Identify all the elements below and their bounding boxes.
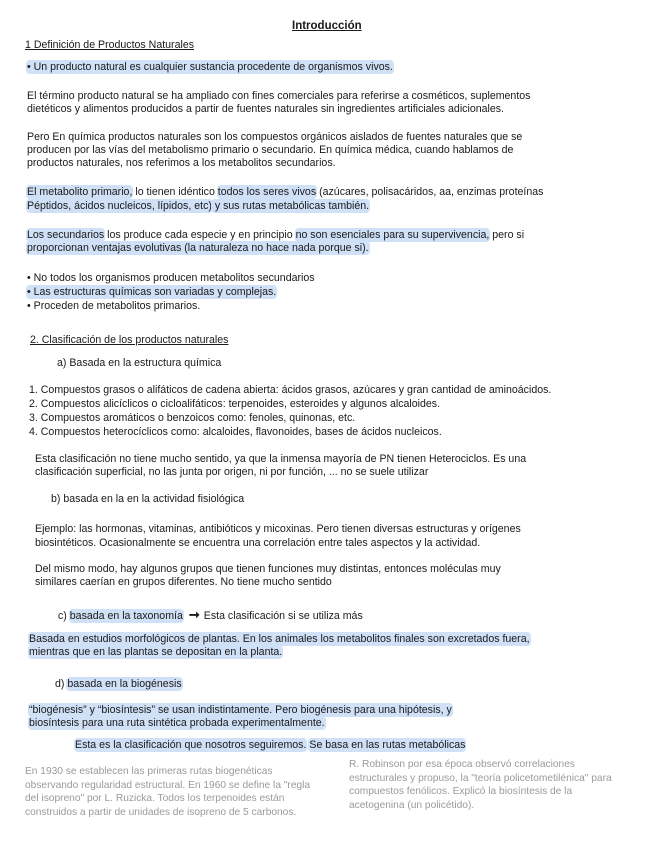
list-item: [27, 286, 276, 299]
highlighted-text: • Las estructuras químicas son variadas y complejas.: [27, 286, 277, 298]
highlighted-text: Basada en estudios morfológicos de plantas. En los animales los metabolitos finales son excretados fuera,: [29, 633, 530, 645]
text-segment: Esta clasificación si se utiliza más: [203, 610, 363, 622]
gray-note-right: R. Robinson por esa época observó correlaciones estructurales y propuso, la "teoría policetometilénica" para compuestos fenólicos. Explicó la biosíntesis de la acetogenina (un policétido).: [349, 759, 612, 811]
highlighted-text: mientras que en las plantas se depositan en la planta.: [29, 646, 283, 658]
highlighted-text: proporcionan ventajas evolutivas (la naturaleza no hace nada porque si).: [27, 242, 369, 254]
final-statement: [75, 739, 465, 752]
list-item: • No todos los organismos producen metabolitos secundarios: [27, 272, 315, 284]
highlighted-text: biosíntesis para una ruta sintética probada experimentalmente.: [29, 717, 325, 729]
list-item: 1. Compuestos grasos o alifáticos de cadena abierta: ácidos grasos, azúcares y gran cantidad de aminoácidos.: [29, 384, 552, 396]
highlighted-text: no son esenciales para su supervivencia,: [295, 229, 490, 241]
paragraph-line: El término producto natural se ha ampliado con fines comerciales para referirse a cosméticos, suplementos: [27, 90, 531, 102]
highlighted-text: todos los seres vivos: [217, 186, 317, 198]
paragraph-line: [27, 242, 369, 255]
section2-heading: 2. Clasificación de los productos naturales: [30, 334, 229, 346]
paragraph-line: similares caerían en grupos diferentes. No tiene mucho sentido: [35, 576, 332, 588]
highlighted-text: • Un producto natural es cualquier sustancia procedente de organismos vivos.: [27, 61, 393, 73]
list-item: • Proceden de metabolitos primarios.: [27, 300, 201, 312]
highlighted-text: Se basa en las rutas metabólicas: [309, 739, 466, 751]
right-arrow-icon: ➞: [188, 607, 200, 622]
paragraph-line: [29, 633, 530, 646]
paragraph-line: Esta clasificación no tiene mucho sentido, ya que la inmensa mayoría de PN tienen Heterociclos. Es una: [35, 453, 527, 465]
paragraph-line: Del mismo modo, hay algunos grupos que tienen funciones muy distintas, entonces moléculas muy: [35, 563, 501, 575]
paragraph-line: [27, 200, 369, 213]
paragraph-line: [27, 186, 543, 199]
subheading-d: [55, 678, 182, 691]
highlighted-text: “biogénesis” y “biosíntesis” se usan indistintamente. Pero biogénesis para una hipótesis, y: [29, 704, 452, 716]
highlighted-text: basada en la taxonomía: [69, 610, 183, 622]
highlighted-text: Esta es la clasificación que nosotros seguiremos.: [75, 739, 307, 751]
page-title: Introducción: [292, 20, 362, 32]
text-segment: pero si: [489, 229, 525, 241]
paragraph-line: Pero En química productos naturales son los compuestos orgánicos aislados de fuentes naturales que se: [27, 131, 523, 143]
gray-note-left: En 1930 se establecen las primeras rutas biogenéticas observando regularidad estructural. En 1960 se define la "regla del isopreno" por L. Ruzicka. Todos los terpenoides están construidos a partir de unidades de isopreno de 5 carbonos.: [25, 766, 311, 818]
list-item: 2. Compuestos alicíclicos o cicloalifáticos: terpenoides, esteroides y algunos alcaloides.: [29, 398, 441, 410]
list-item: 4. Compuestos heterocíclicos como: alcaloides, flavonoides, bases de ácidos nucleicos.: [29, 426, 442, 438]
paragraph-line: clasificación superficial, no las junta por origen, ni por función, ... no se suele utilizar: [35, 466, 429, 478]
paragraph-line: producen por las vías del metabolismo primario o secundario. En química médica, cuando hablamos de: [27, 144, 514, 156]
paragraph-line: Ejemplo: las hormonas, vitaminas, antibióticos y micoxinas. Pero tienen diversas estructuras y orígenes: [35, 523, 521, 535]
text-segment: (azúcares, polisacáridos, aa, enzimas proteínas: [316, 186, 544, 198]
subheading-a: a) Basada en la estructura química: [57, 357, 222, 369]
list-item: 3. Compuestos aromáticos o benzoicos como: fenoles, quinonas, etc.: [29, 412, 356, 424]
highlighted-text: Péptidos, ácidos nucleicos, lípidos, etc): [27, 200, 212, 212]
subheading-c: [58, 608, 363, 623]
subheading-b: b) basada en la en la actividad fisiológica: [51, 493, 245, 505]
section1-heading: 1 Definición de Productos Naturales: [25, 39, 195, 51]
highlighted-text: El metabolito primario,: [27, 186, 133, 198]
intro-bullet: [27, 61, 393, 74]
paragraph-line: biosintéticos. Ocasionalmente se encuentra una correlación entre tales aspectos y la actividad.: [35, 537, 481, 549]
paragraph-line: [29, 717, 325, 730]
paragraph-line: dietéticos y alimentos producidos a partir de fuentes naturales sin ingredientes artificiales adicionales.: [27, 103, 504, 115]
text-segment: los produce cada especie y en principio: [104, 229, 296, 241]
paragraph-line: [27, 229, 524, 242]
highlighted-text: Los secundarios: [27, 229, 105, 241]
text-segment: c): [58, 610, 70, 622]
text-segment: d): [55, 678, 68, 690]
paragraph-line: productos naturales, nos referimos a los metabolitos secundarios.: [27, 157, 336, 169]
highlighted-text: basada en la biogénesis: [67, 678, 182, 690]
paragraph-line: [29, 646, 282, 659]
paragraph-line: [29, 704, 452, 717]
highlighted-text: y sus rutas metabólicas también.: [211, 200, 370, 212]
text-segment: lo tienen idéntico: [132, 186, 218, 198]
